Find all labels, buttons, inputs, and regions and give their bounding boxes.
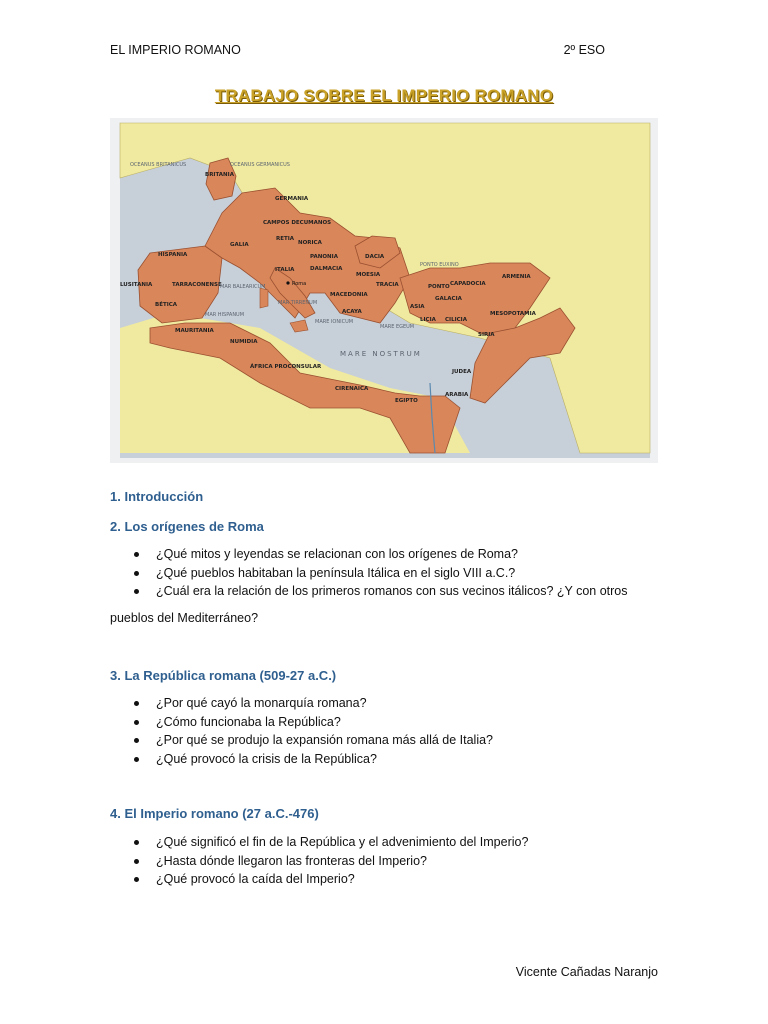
- document-title: TRABAJO SOBRE EL IMPERIO ROMANO: [214, 86, 554, 105]
- map-label-retia: RETIA: [276, 236, 295, 242]
- map-label-mare-egeum: MARE EGEUM: [380, 324, 415, 330]
- list-item: ¿Qué provocó la crisis de la República?: [134, 750, 493, 769]
- section-1-heading: 1. Introducción: [110, 489, 204, 504]
- map-label-cirenaica: CIRENAICA: [335, 386, 369, 392]
- section-2-heading: 2. Los orígenes de Roma: [110, 519, 264, 534]
- map-label-capadocia: CAPADOCIA: [450, 281, 486, 287]
- map-label-norica: NORICA: [298, 240, 322, 246]
- list-item: ¿Por qué se produjo la expansión romana más allá de Italia?: [134, 731, 493, 750]
- section-4-heading: 4. El Imperio romano (27 a.C.-476): [110, 806, 319, 821]
- map-label-licia: LICIA: [420, 317, 436, 323]
- map-label-germania: GERMANIA: [275, 196, 309, 202]
- map-label-lusitania: LUSITANIA: [120, 282, 153, 288]
- map-label-acaya: ACAYA: [342, 309, 362, 315]
- map-label-italia: ITALIA: [275, 267, 295, 273]
- map-label-panonia: PANONIA: [310, 254, 338, 260]
- map-label-africa: ÁFRICA PROCONSULAR: [250, 364, 322, 370]
- roman-empire-map: [110, 118, 658, 463]
- map-label-cilicia: CILICIA: [445, 317, 467, 323]
- section-4-list: [134, 833, 528, 889]
- header-grade: 2º ESO: [563, 43, 605, 57]
- list-item: ¿Cuál era la relación de los primeros romanos con sus vecinos itálicos? ¿Y con otros: [134, 582, 628, 601]
- map-label-oc-germ: OCEANUS GERMANICUS: [230, 162, 290, 168]
- list-item: ¿Cómo funcionaba la República?: [134, 713, 493, 732]
- map-label-moesia: MOESIA: [356, 272, 381, 278]
- map-label-mar-balearicum: MAR BALEARICUM: [220, 284, 266, 290]
- map-label-galacia: GALACIA: [435, 296, 462, 302]
- map-label-numidia: NUMIDIA: [230, 339, 258, 345]
- map-label-roma: Roma: [292, 281, 307, 287]
- list-item: ¿Qué provocó la caída del Imperio?: [134, 870, 528, 889]
- section-2-continuation: pueblos del Mediterráneo?: [110, 611, 259, 625]
- map-label-mesopotamia: MESOPOTAMIA: [490, 311, 536, 317]
- map-label-britania: BRITANIA: [205, 172, 234, 178]
- map-label-oc-brit: OCEANUS BRITANICUS: [130, 162, 187, 168]
- rome-marker-icon: [286, 281, 289, 284]
- map-label-dalmacia: DALMACIA: [310, 266, 343, 272]
- list-item: ¿Hasta dónde llegaron las fronteras del Imperio?: [134, 852, 528, 871]
- map-label-mare-nostrum: MARE NOSTRUM: [340, 350, 422, 358]
- map-label-judea: JUDEA: [452, 369, 472, 375]
- author-footer: Vicente Cañadas Naranjo: [515, 965, 658, 979]
- map-label-galia: GALIA: [230, 242, 249, 248]
- list-item: ¿Por qué cayó la monarquía romana?: [134, 694, 493, 713]
- list-item: ¿Qué pueblos habitaban la península Itálica en el siglo VIII a.C.?: [134, 564, 628, 583]
- map-label-tarraconense: TARRACONENSE: [172, 282, 222, 288]
- map-label-asia: ASIA: [410, 304, 425, 310]
- list-item: ¿Qué mitos y leyendas se relacionan con los orígenes de Roma?: [134, 545, 628, 564]
- map-label-arabia: ARABIA: [445, 392, 469, 398]
- map-label-macedonia: MACEDONIA: [330, 292, 368, 298]
- map-label-ponto: PONTO: [428, 284, 450, 290]
- header-subject: EL IMPERIO ROMANO: [110, 43, 241, 57]
- map-label-campos: CAMPOS DECUMANOS: [263, 220, 332, 226]
- map-label-betica: BÉTICA: [155, 302, 178, 308]
- map-label-ponto-euxino: PONTO EUXINO: [420, 262, 459, 268]
- map-label-armenia: ARMENIA: [502, 274, 531, 280]
- section-2-list: [134, 545, 628, 601]
- map-label-hispania: HISPANIA: [158, 252, 188, 258]
- list-item: ¿Qué significó el fin de la República y el advenimiento del Imperio?: [134, 833, 528, 852]
- map-label-siria: SIRIA: [478, 332, 495, 338]
- map-label-mar-tirrenum: MAR TIRRENUM: [278, 300, 318, 306]
- map-label-tracia: TRACIA: [376, 282, 399, 288]
- section-3-heading: 3. La República romana (509-27 a.C.): [110, 668, 337, 683]
- map-label-mauritania: MAURITANIA: [175, 328, 214, 334]
- map-label-mar-hispanum: MAR HISPANUM: [205, 312, 245, 318]
- map-label-egipto: EGIPTO: [395, 398, 418, 404]
- map-label-mare-ionicum: MARE IONICUM: [315, 319, 354, 325]
- map-label-dacia: DACIA: [365, 254, 385, 260]
- section-3-list: [134, 694, 493, 769]
